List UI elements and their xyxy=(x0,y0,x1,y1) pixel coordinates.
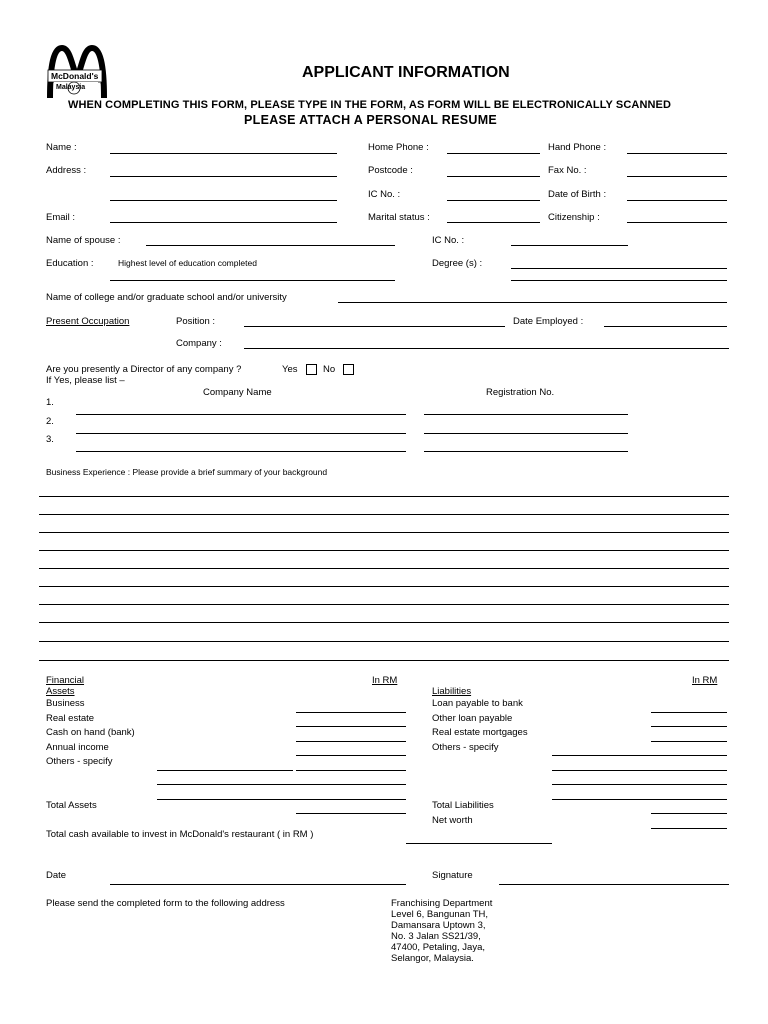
liability-other-field[interactable] xyxy=(552,770,727,771)
address-field-line1[interactable] xyxy=(110,176,337,177)
registration-no-column-header: Registration No. xyxy=(486,387,555,398)
postcode-field[interactable] xyxy=(447,176,540,177)
form-instruction: WHEN COMPLETING THIS FORM, PLEASE TYPE IN THE FORM, AS FORM WILL BE ELECTRONICALLY SCANNED xyxy=(68,99,672,111)
hand-phone-field[interactable] xyxy=(627,153,727,154)
liability-item-label: Others - specify xyxy=(432,742,499,753)
liability-amount-field[interactable] xyxy=(651,726,727,727)
page-title: APPLICANT INFORMATION xyxy=(302,64,510,81)
marital-status-label: Marital status : xyxy=(368,212,430,223)
liability-other-field[interactable] xyxy=(552,755,727,756)
dob-field[interactable] xyxy=(627,200,727,201)
asset-item-label: Annual income xyxy=(46,742,109,753)
ic-field[interactable] xyxy=(447,200,540,201)
experience-line[interactable] xyxy=(39,550,729,551)
experience-line[interactable] xyxy=(39,660,729,661)
asset-other-description-field[interactable] xyxy=(157,799,406,800)
home-phone-field[interactable] xyxy=(447,153,540,154)
address-line: No. 3 Jalan SS21/39, xyxy=(391,931,481,942)
experience-line[interactable] xyxy=(39,532,729,533)
position-field[interactable] xyxy=(244,326,505,327)
company-name-column-header: Company Name xyxy=(203,387,272,398)
asset-amount-field[interactable] xyxy=(296,741,406,742)
education-label: Education : xyxy=(46,258,94,269)
asset-item-label: Cash on hand (bank) xyxy=(46,727,135,738)
director-question: Are you presently a Director of any company ? xyxy=(46,364,242,375)
director-registration-field[interactable] xyxy=(424,451,628,452)
experience-line[interactable] xyxy=(39,622,729,623)
cash-invest-field[interactable] xyxy=(406,843,552,844)
asset-item-label: Others - specify xyxy=(46,756,113,767)
fax-field[interactable] xyxy=(627,176,727,177)
asset-amount-field[interactable] xyxy=(296,726,406,727)
experience-line[interactable] xyxy=(39,496,729,497)
signature-label: Signature xyxy=(432,870,473,881)
name-field[interactable] xyxy=(110,153,337,154)
director-no-label: No xyxy=(323,364,336,375)
spouse-ic-label: IC No. : xyxy=(432,235,465,246)
assets-heading: Assets xyxy=(46,686,75,697)
email-field[interactable] xyxy=(110,222,337,223)
net-worth-label: Net worth xyxy=(432,815,473,826)
degree-label: Degree (s) : xyxy=(432,258,483,269)
asset-amount-field[interactable] xyxy=(296,712,406,713)
name-label: Name : xyxy=(46,142,77,153)
position-label: Position : xyxy=(176,316,216,327)
total-liabilities-label: Total Liabilities xyxy=(432,800,494,811)
liabilities-in-rm-heading: In RM xyxy=(692,675,718,686)
date-employed-label: Date Employed : xyxy=(513,316,584,327)
assets-in-rm-heading: In RM xyxy=(372,675,398,686)
logo-brand-text: McDonald's xyxy=(51,71,99,81)
hand-phone-label: Hand Phone : xyxy=(548,142,607,153)
liability-item-label: Loan payable to bank xyxy=(432,698,523,709)
signature-field[interactable] xyxy=(499,884,729,885)
cash-invest-label: Total cash available to invest in McDonald's restaurant ( in RM ) xyxy=(46,829,314,840)
spouse-field[interactable] xyxy=(146,245,395,246)
experience-line[interactable] xyxy=(39,586,729,587)
address-line: Level 6, Bangunan TH, xyxy=(391,909,489,920)
degree-field-line2[interactable] xyxy=(511,280,727,281)
education-hint: Highest level of education completed xyxy=(118,258,257,268)
liability-amount-field[interactable] xyxy=(651,741,727,742)
citizenship-field[interactable] xyxy=(627,222,727,223)
total-assets-field[interactable] xyxy=(296,813,406,814)
mcdonalds-malaysia-logo xyxy=(44,44,110,100)
liability-other-field[interactable] xyxy=(552,799,727,800)
director-yes-checkbox[interactable] xyxy=(306,364,317,375)
director-yes-label: Yes xyxy=(282,364,298,375)
director-row-number: 1. xyxy=(46,397,54,408)
director-registration-field[interactable] xyxy=(424,433,628,434)
asset-other-description-field[interactable] xyxy=(157,770,293,771)
logo-country-text: Malaysia xyxy=(56,84,86,91)
liability-item-label: Other loan payable xyxy=(432,713,513,724)
net-worth-field[interactable] xyxy=(651,828,727,829)
asset-other-description-field[interactable] xyxy=(157,784,406,785)
college-field[interactable] xyxy=(338,302,727,303)
company-field[interactable] xyxy=(244,348,729,349)
send-to-label: Please send the completed form to the following address xyxy=(46,898,285,909)
experience-line[interactable] xyxy=(39,641,729,642)
director-company-field[interactable] xyxy=(76,451,406,452)
fax-label: Fax No. : xyxy=(548,165,587,176)
home-phone-label: Home Phone : xyxy=(368,142,429,153)
experience-line[interactable] xyxy=(39,568,729,569)
postcode-label: Postcode : xyxy=(368,165,413,176)
spouse-ic-field[interactable] xyxy=(511,245,628,246)
address-label: Address : xyxy=(46,165,87,176)
logo-tm-text: TM xyxy=(100,82,106,87)
date-employed-field[interactable] xyxy=(604,326,727,327)
college-label: Name of college and/or graduate school and/or university xyxy=(46,292,287,303)
spouse-label: Name of spouse : xyxy=(46,235,121,246)
liability-amount-field[interactable] xyxy=(651,712,727,713)
address-field-line2[interactable] xyxy=(110,200,337,201)
citizenship-label: Citizenship : xyxy=(548,212,600,223)
mailing-address xyxy=(391,898,492,964)
director-no-checkbox[interactable] xyxy=(343,364,354,375)
total-assets-label: Total Assets xyxy=(46,800,97,811)
asset-amount-field[interactable] xyxy=(296,755,406,756)
asset-amount-field[interactable] xyxy=(296,770,406,771)
degree-field-line1[interactable] xyxy=(511,268,727,269)
asset-item-label: Business xyxy=(46,698,85,709)
liabilities-heading: Liabilities xyxy=(432,686,472,697)
company-label: Company : xyxy=(176,338,222,349)
experience-line[interactable] xyxy=(39,514,729,515)
date-field[interactable] xyxy=(110,884,406,885)
total-liabilities-field[interactable] xyxy=(651,813,727,814)
marital-status-field[interactable] xyxy=(447,222,540,223)
date-label: Date xyxy=(46,870,67,881)
address-line: Selangor, Malaysia. xyxy=(391,953,474,964)
asset-item-label: Real estate xyxy=(46,713,95,724)
dob-label: Date of Birth : xyxy=(548,189,607,200)
email-label: Email : xyxy=(46,212,76,223)
director-row-number: 3. xyxy=(46,434,54,445)
financial-heading: Financial xyxy=(46,675,85,686)
director-company-field[interactable] xyxy=(76,414,406,415)
ic-label: IC No. : xyxy=(368,189,401,200)
experience-line[interactable] xyxy=(39,604,729,605)
present-occupation-heading: Present Occupation xyxy=(46,316,130,327)
liability-item-label: Real estate mortgages xyxy=(432,727,528,738)
director-row-number: 2. xyxy=(46,416,54,427)
address-line: Franchising Department xyxy=(391,898,493,909)
education-field[interactable] xyxy=(110,280,395,281)
director-company-field[interactable] xyxy=(76,433,406,434)
resume-note: PLEASE ATTACH A PERSONAL RESUME xyxy=(244,113,498,127)
liability-other-field[interactable] xyxy=(552,784,727,785)
address-line: Damansara Uptown 3, xyxy=(391,920,486,931)
director-registration-field[interactable] xyxy=(424,414,628,415)
if-yes-label: If Yes, please list – xyxy=(46,375,125,386)
business-experience-label: Business Experience : Please provide a brief summary of your background xyxy=(46,467,328,477)
address-line: 47400, Petaling, Jaya, xyxy=(391,942,486,953)
